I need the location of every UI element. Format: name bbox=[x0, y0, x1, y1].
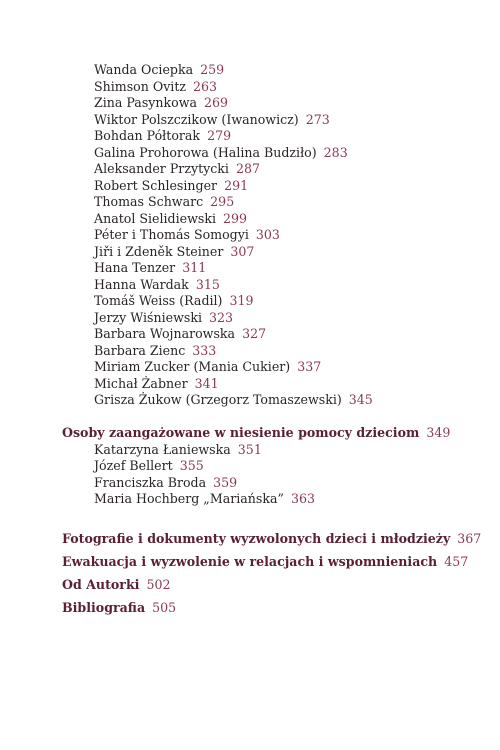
toc-entry bbox=[94, 442, 262, 458]
entry-name: Robert Schlesinger bbox=[94, 177, 218, 193]
entry-page: 291 bbox=[224, 177, 249, 193]
entry-name: Michał Żabner bbox=[94, 375, 188, 391]
entry-page: 283 bbox=[323, 144, 348, 160]
toc-entry bbox=[94, 161, 260, 177]
entry-name: Jiři i Zdeněk Steiner bbox=[94, 243, 224, 259]
entry-page: 259 bbox=[200, 62, 225, 77]
section-page: 505 bbox=[152, 600, 177, 615]
toc-entry bbox=[94, 260, 206, 276]
toc-section-heading bbox=[62, 425, 450, 441]
toc-entry bbox=[94, 79, 217, 95]
entry-name: Maria Hochberg „Mariańska” bbox=[94, 491, 284, 506]
entry-page: 295 bbox=[210, 194, 235, 209]
entry-name: Barbara Wojnarowska bbox=[94, 326, 236, 341]
entry-name: Wanda Ociepka bbox=[94, 62, 194, 77]
section-title: Bibliografia bbox=[62, 600, 146, 615]
entry-page: 327 bbox=[242, 326, 267, 341]
entry-name: Galina Prohorowa (Halina Budziło) bbox=[94, 144, 317, 160]
section-title: Ewakuacja i wyzwolenie w relacjach i wspomnieniach bbox=[62, 554, 438, 569]
entry-name: Franciszka Broda bbox=[94, 474, 207, 490]
toc-entry bbox=[94, 227, 280, 243]
toc-section-heading bbox=[62, 577, 171, 593]
entry-page: 363 bbox=[290, 491, 315, 506]
entry-page: 315 bbox=[195, 276, 220, 292]
entry-page: 307 bbox=[230, 243, 255, 259]
toc-entry bbox=[94, 310, 233, 326]
toc-entry bbox=[94, 112, 330, 128]
entry-page: 351 bbox=[237, 441, 262, 457]
toc-entry bbox=[94, 128, 231, 144]
entry-name: Józef Bellert bbox=[94, 458, 173, 473]
entry-name: Aleksander Przytycki bbox=[94, 161, 229, 176]
entry-page: 287 bbox=[235, 161, 261, 176]
section-title: Od Autorki bbox=[62, 577, 140, 592]
toc-entry bbox=[94, 359, 321, 375]
entry-name: Shimson Ovitz bbox=[94, 78, 187, 94]
entry-page: 273 bbox=[305, 111, 330, 127]
toc-entry bbox=[94, 95, 228, 111]
entry-page: 319 bbox=[229, 293, 254, 308]
entry-name: Thomas Schwarc bbox=[94, 194, 204, 209]
toc-section-heading bbox=[62, 554, 468, 570]
entry-name: Jerzy Wiśniewski bbox=[94, 309, 202, 325]
toc-entry bbox=[94, 326, 266, 342]
entry-name: Hanna Wardak bbox=[94, 276, 189, 292]
entry-page: 333 bbox=[192, 342, 217, 358]
toc-entry bbox=[94, 475, 237, 491]
toc-entry bbox=[94, 458, 204, 474]
entry-name: Wiktor Polszczikow (Iwanowicz) bbox=[94, 111, 299, 127]
entry-name: Bohdan Półtorak bbox=[94, 128, 201, 143]
entry-name: Anatol Sielidiewski bbox=[94, 210, 216, 226]
section-page: 349 bbox=[426, 425, 451, 440]
toc-entry bbox=[94, 343, 216, 359]
toc-entry bbox=[94, 145, 348, 161]
toc-entry bbox=[94, 491, 315, 507]
entry-name: Hana Tenzer bbox=[94, 260, 176, 275]
entry-name: Zina Pasynkowa bbox=[94, 95, 198, 110]
section-page: 457 bbox=[444, 554, 469, 569]
entry-page: 263 bbox=[193, 78, 218, 94]
entry-page: 303 bbox=[255, 227, 280, 242]
toc-section-heading bbox=[62, 531, 481, 547]
section-page: 502 bbox=[146, 577, 171, 592]
toc-entry bbox=[94, 392, 373, 408]
toc-entry bbox=[94, 376, 219, 392]
entry-page: 355 bbox=[179, 458, 204, 473]
section-title: Fotografie i dokumenty wyzwolonych dzieci i młodzieży bbox=[62, 531, 451, 546]
section-page: 367 bbox=[457, 531, 482, 546]
entry-page: 323 bbox=[208, 309, 234, 325]
toc-entry bbox=[94, 211, 247, 227]
entry-page: 279 bbox=[207, 128, 232, 143]
entry-page: 337 bbox=[297, 359, 322, 374]
entry-name: Grisza Żukow (Grzegorz Tomaszewski) bbox=[94, 392, 342, 407]
toc-entry bbox=[94, 178, 248, 194]
entry-name: Barbara Zienc bbox=[94, 342, 186, 358]
toc-entry bbox=[94, 244, 254, 260]
entry-name: Tomáš Weiss (Radil) bbox=[94, 293, 223, 308]
toc-entry bbox=[94, 62, 224, 78]
entry-page: 341 bbox=[194, 375, 219, 391]
entry-page: 299 bbox=[223, 210, 248, 226]
entry-name: Katarzyna Łaniewska bbox=[94, 441, 231, 457]
entry-page: 359 bbox=[213, 474, 238, 490]
toc-entry bbox=[94, 277, 220, 293]
section-title: Osoby zaangażowane w niesienie pomocy dzieciom bbox=[62, 425, 420, 440]
entry-name: Péter i Thomás Somogyi bbox=[94, 227, 249, 242]
entry-page: 269 bbox=[204, 95, 229, 110]
toc-entry bbox=[94, 293, 254, 309]
entry-name: Miriam Zucker (Mania Cukier) bbox=[94, 359, 291, 374]
toc-entry bbox=[94, 194, 234, 210]
entry-page: 345 bbox=[348, 392, 373, 407]
toc-section-heading bbox=[62, 600, 176, 616]
entry-page: 311 bbox=[182, 260, 207, 275]
